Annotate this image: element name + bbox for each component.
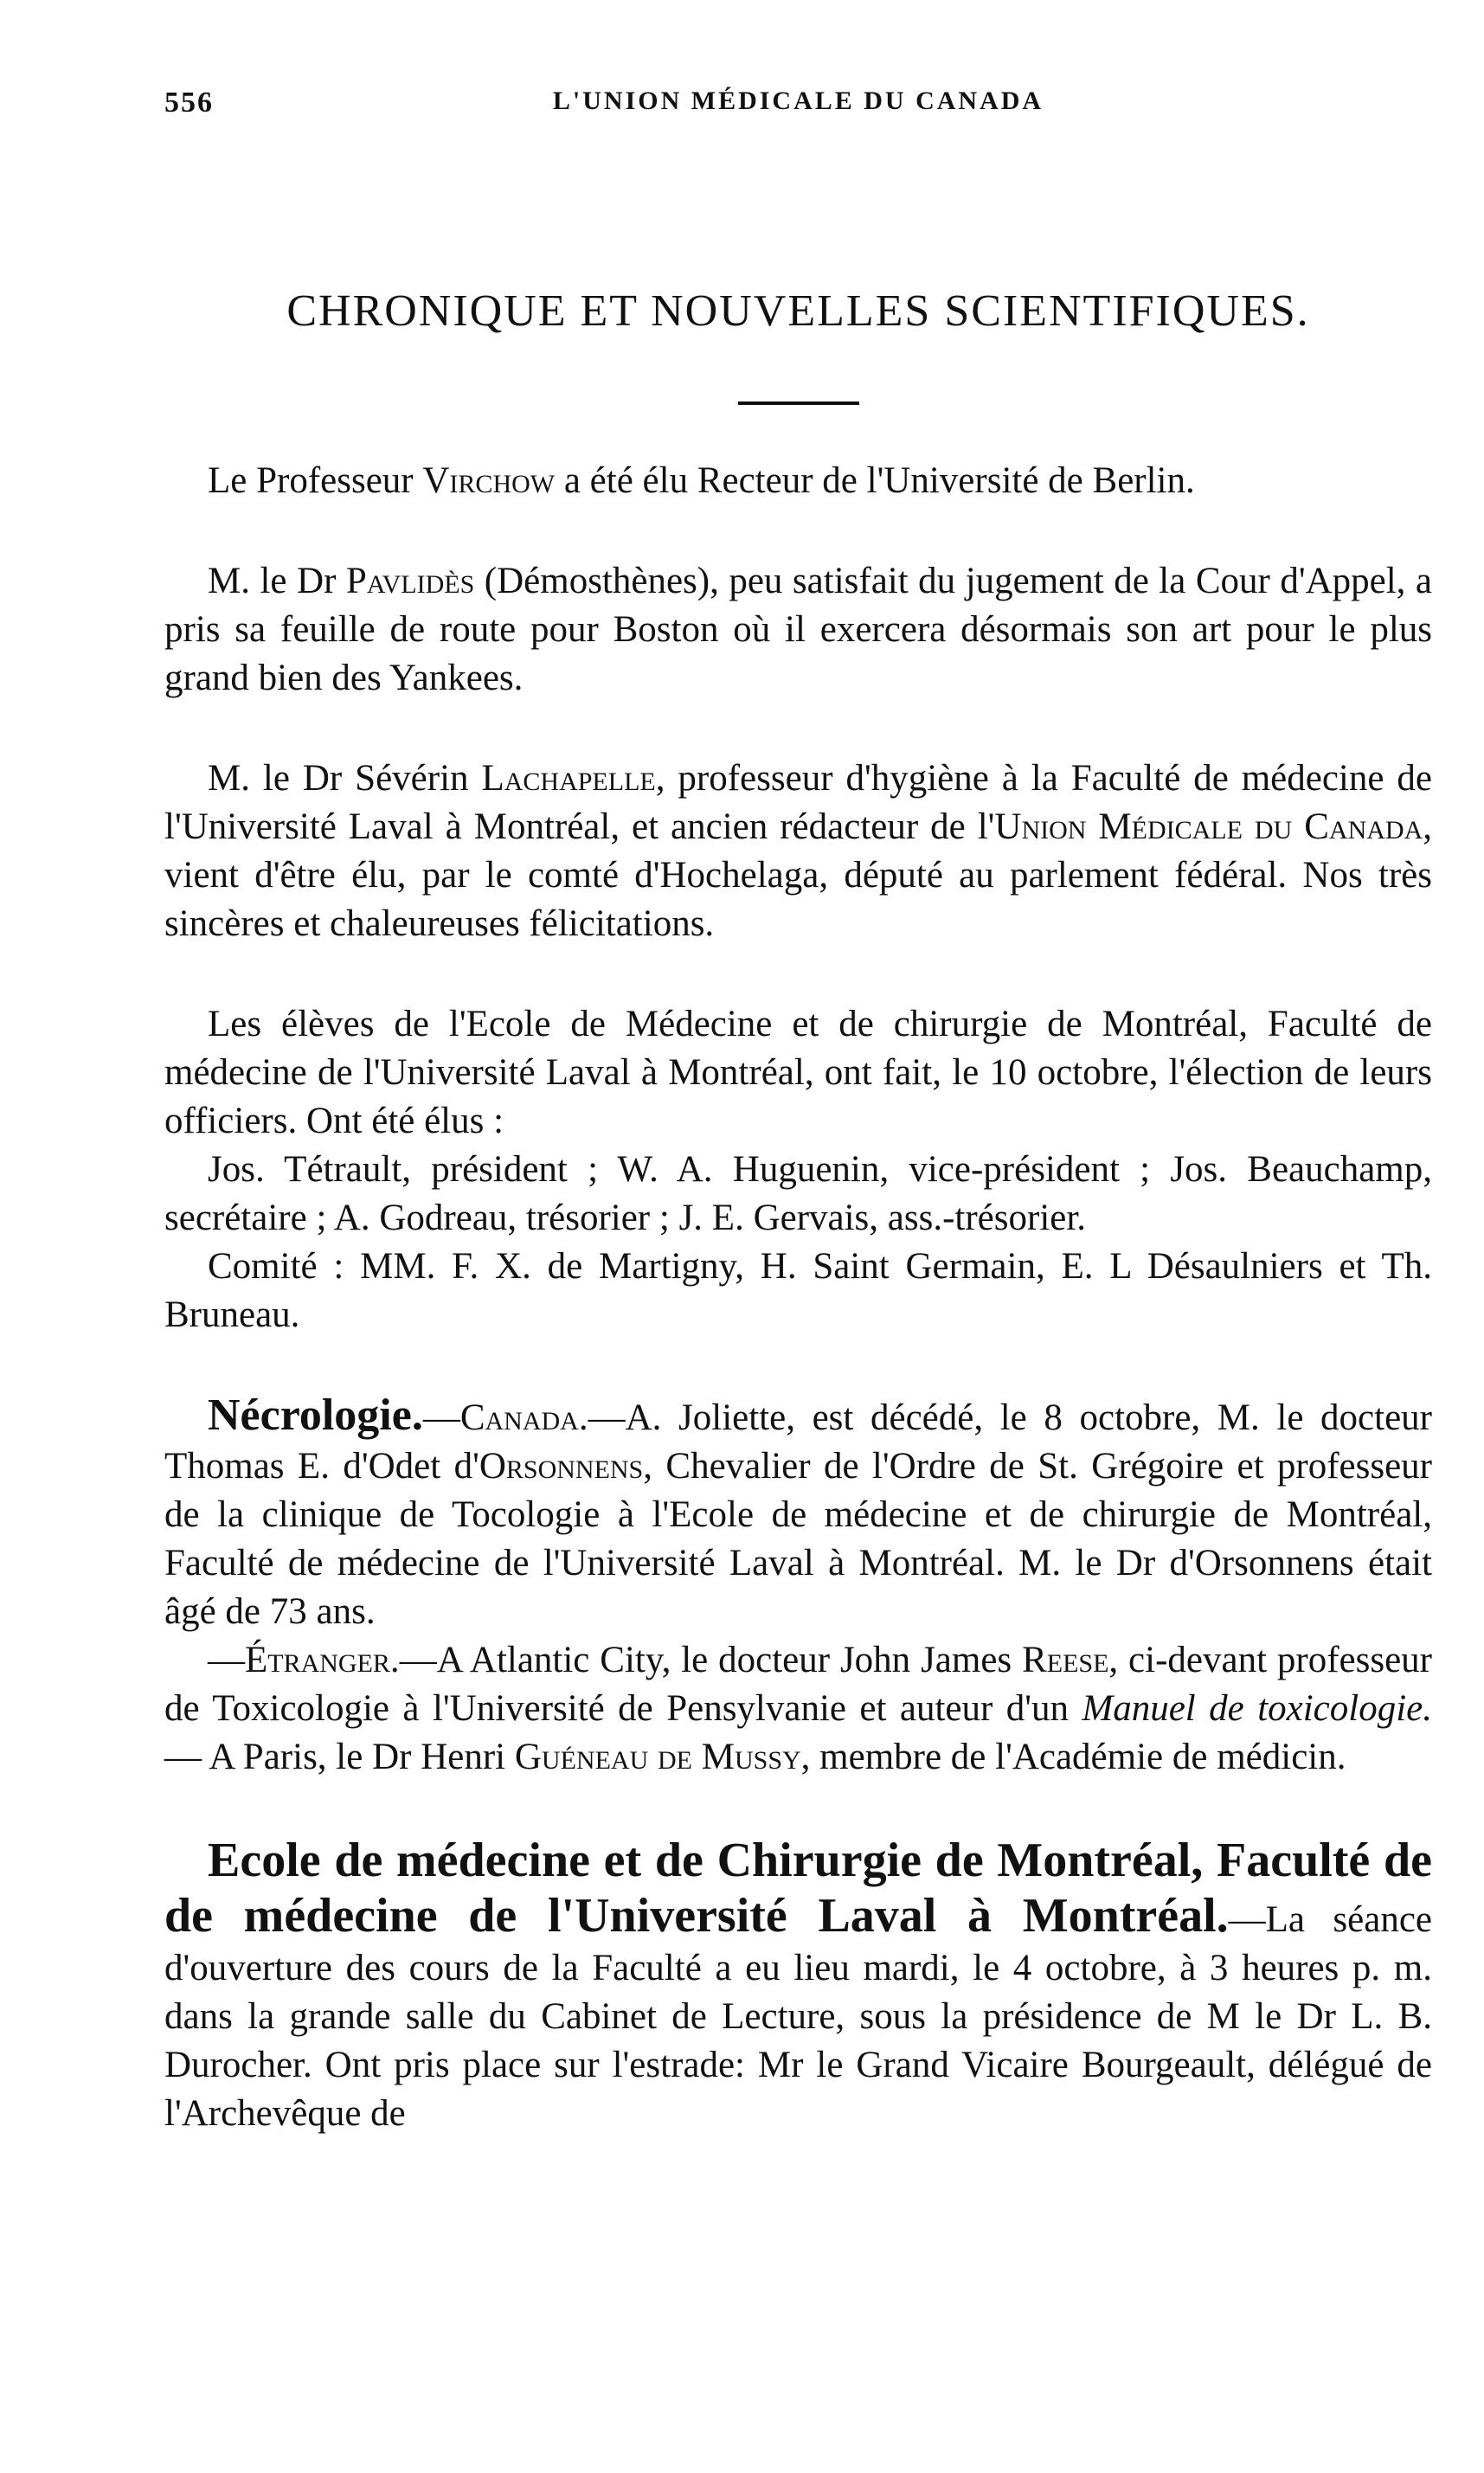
- title-rule: [738, 401, 859, 405]
- text: a été élu Recteur de l'Université de Berlin.: [555, 460, 1195, 501]
- person-name: Virchow: [422, 460, 556, 501]
- journal-title: L'UNION MÉDICALE DU CANADA: [552, 87, 1044, 115]
- running-head: [164, 87, 1432, 138]
- person-name: Pavlidès: [345, 561, 475, 601]
- text: , ci-devant professeur de Toxicologie à l'Université de Pensylvanie et auteur d'un: [164, 1640, 1432, 1729]
- paragraph-eleves-committee: Comité : MM. F. X. de Martigny, H. Saint Germain, E. L Désaulniers et Th. Bruneau.: [164, 1246, 1432, 1335]
- text: —La séance d'ouverture des cours de la Faculté a eu lieu mardi, le 4 octobre, à 3 heures p. m. dans la grande salle du Cabinet de Lecture, sous la présidence de M le Dr L. B. Durocher. Ont pris place sur l'estrade: Mr le Grand Vicaire Bourgeault, délégué de l'Archevêque de: [164, 1899, 1432, 2134]
- paragraph-virchow: [164, 457, 1432, 505]
- section-title: CHRONIQUE ET NOUVELLES SCIENTIFIQUES.: [286, 286, 1310, 336]
- text: —A. Joliette, est décédé, le 8 octobre, M. le docteur Thomas E. d'Odet d': [164, 1397, 1432, 1487]
- necrologie-heading: Nécrologie.: [208, 1391, 423, 1440]
- text: , professeur d'hygiène à la Faculté de médecine de l'Université Laval à Montréal, et ancien rédacteur de l': [164, 758, 1432, 847]
- subheading-canada: Canada.: [459, 1397, 588, 1438]
- text: —: [208, 1640, 245, 1680]
- text: M. le Dr Sévérin: [208, 758, 482, 799]
- text: M. le Dr: [208, 561, 346, 601]
- text: —: [422, 1397, 460, 1438]
- person-name: Lachapelle: [481, 758, 656, 799]
- journal-page: [164, 87, 1432, 2138]
- text: , membre de l'Académie de médicin.: [800, 1737, 1346, 1777]
- page-number: 556: [164, 87, 214, 119]
- journal-name: Union Médicale du Canada: [994, 806, 1423, 847]
- paragraph-eleves-officers: Jos. Tétrault, président ; W. A. Huguenin, vice-président ; Jos. Beauchamp, secrétaire ; A. Godreau, trésorier ; J. E. Gervais, ass.-trésorier.: [164, 1149, 1432, 1238]
- paragraph-ecole: [164, 1834, 1432, 2138]
- paragraph-necrologie-canada: [164, 1391, 1432, 1636]
- text: Le Professeur: [208, 460, 423, 501]
- ecole-heading: Ecole de médecine et de Chirurgie de Montréal, Faculté de de médecine de l'Université Laval à Montréal.: [164, 1834, 1432, 1943]
- text: — A Paris, le Dr Henri: [164, 1737, 515, 1777]
- paragraph-eleves-intro: Les élèves de l'Ecole de Médecine et de chirurgie de Montréal, Faculté de médecine de l'Université Laval à Montréal, ont fait, le 10 octobre, l'élection de leurs officiers. Ont été élus :: [164, 1004, 1432, 1141]
- text: , Chevalier de l'Ordre de St. Grégoire et professeur de la clinique de Tocologie à l'Ecole de médecine et de chirurgie de Montréal, Faculté de médecine de l'Université Laval à Montréal. M. le Dr d'Orsonnens était âgé de 73 ans.: [164, 1446, 1433, 1632]
- subheading-etranger: Étranger.: [245, 1640, 400, 1680]
- paragraph-lachapelle: [164, 755, 1432, 948]
- person-name: Orsonnens: [479, 1446, 644, 1487]
- text: —A Atlantic City, le docteur John James: [399, 1640, 1023, 1680]
- book-title: Manuel de toxicologie.: [1082, 1688, 1432, 1729]
- person-name: Reese: [1022, 1640, 1109, 1680]
- article-body: [164, 457, 1432, 2138]
- paragraph-pavlides: [164, 557, 1432, 703]
- text: (Démosthènes), peu satisfait du jugement de la Cour d'Appel, a pris sa feuille de route pour Boston où il exercera désormais son art pour le plus grand bien des Yankees.: [164, 561, 1433, 698]
- person-name: Guéneau de Mussy: [514, 1737, 801, 1777]
- text: , vient d'être élu, par le comté d'Hochelaga, député au parlement fédéral. Nos très sincères et chaleureuses félicitations.: [164, 806, 1432, 944]
- paragraph-necrologie-etranger: [164, 1636, 1432, 1782]
